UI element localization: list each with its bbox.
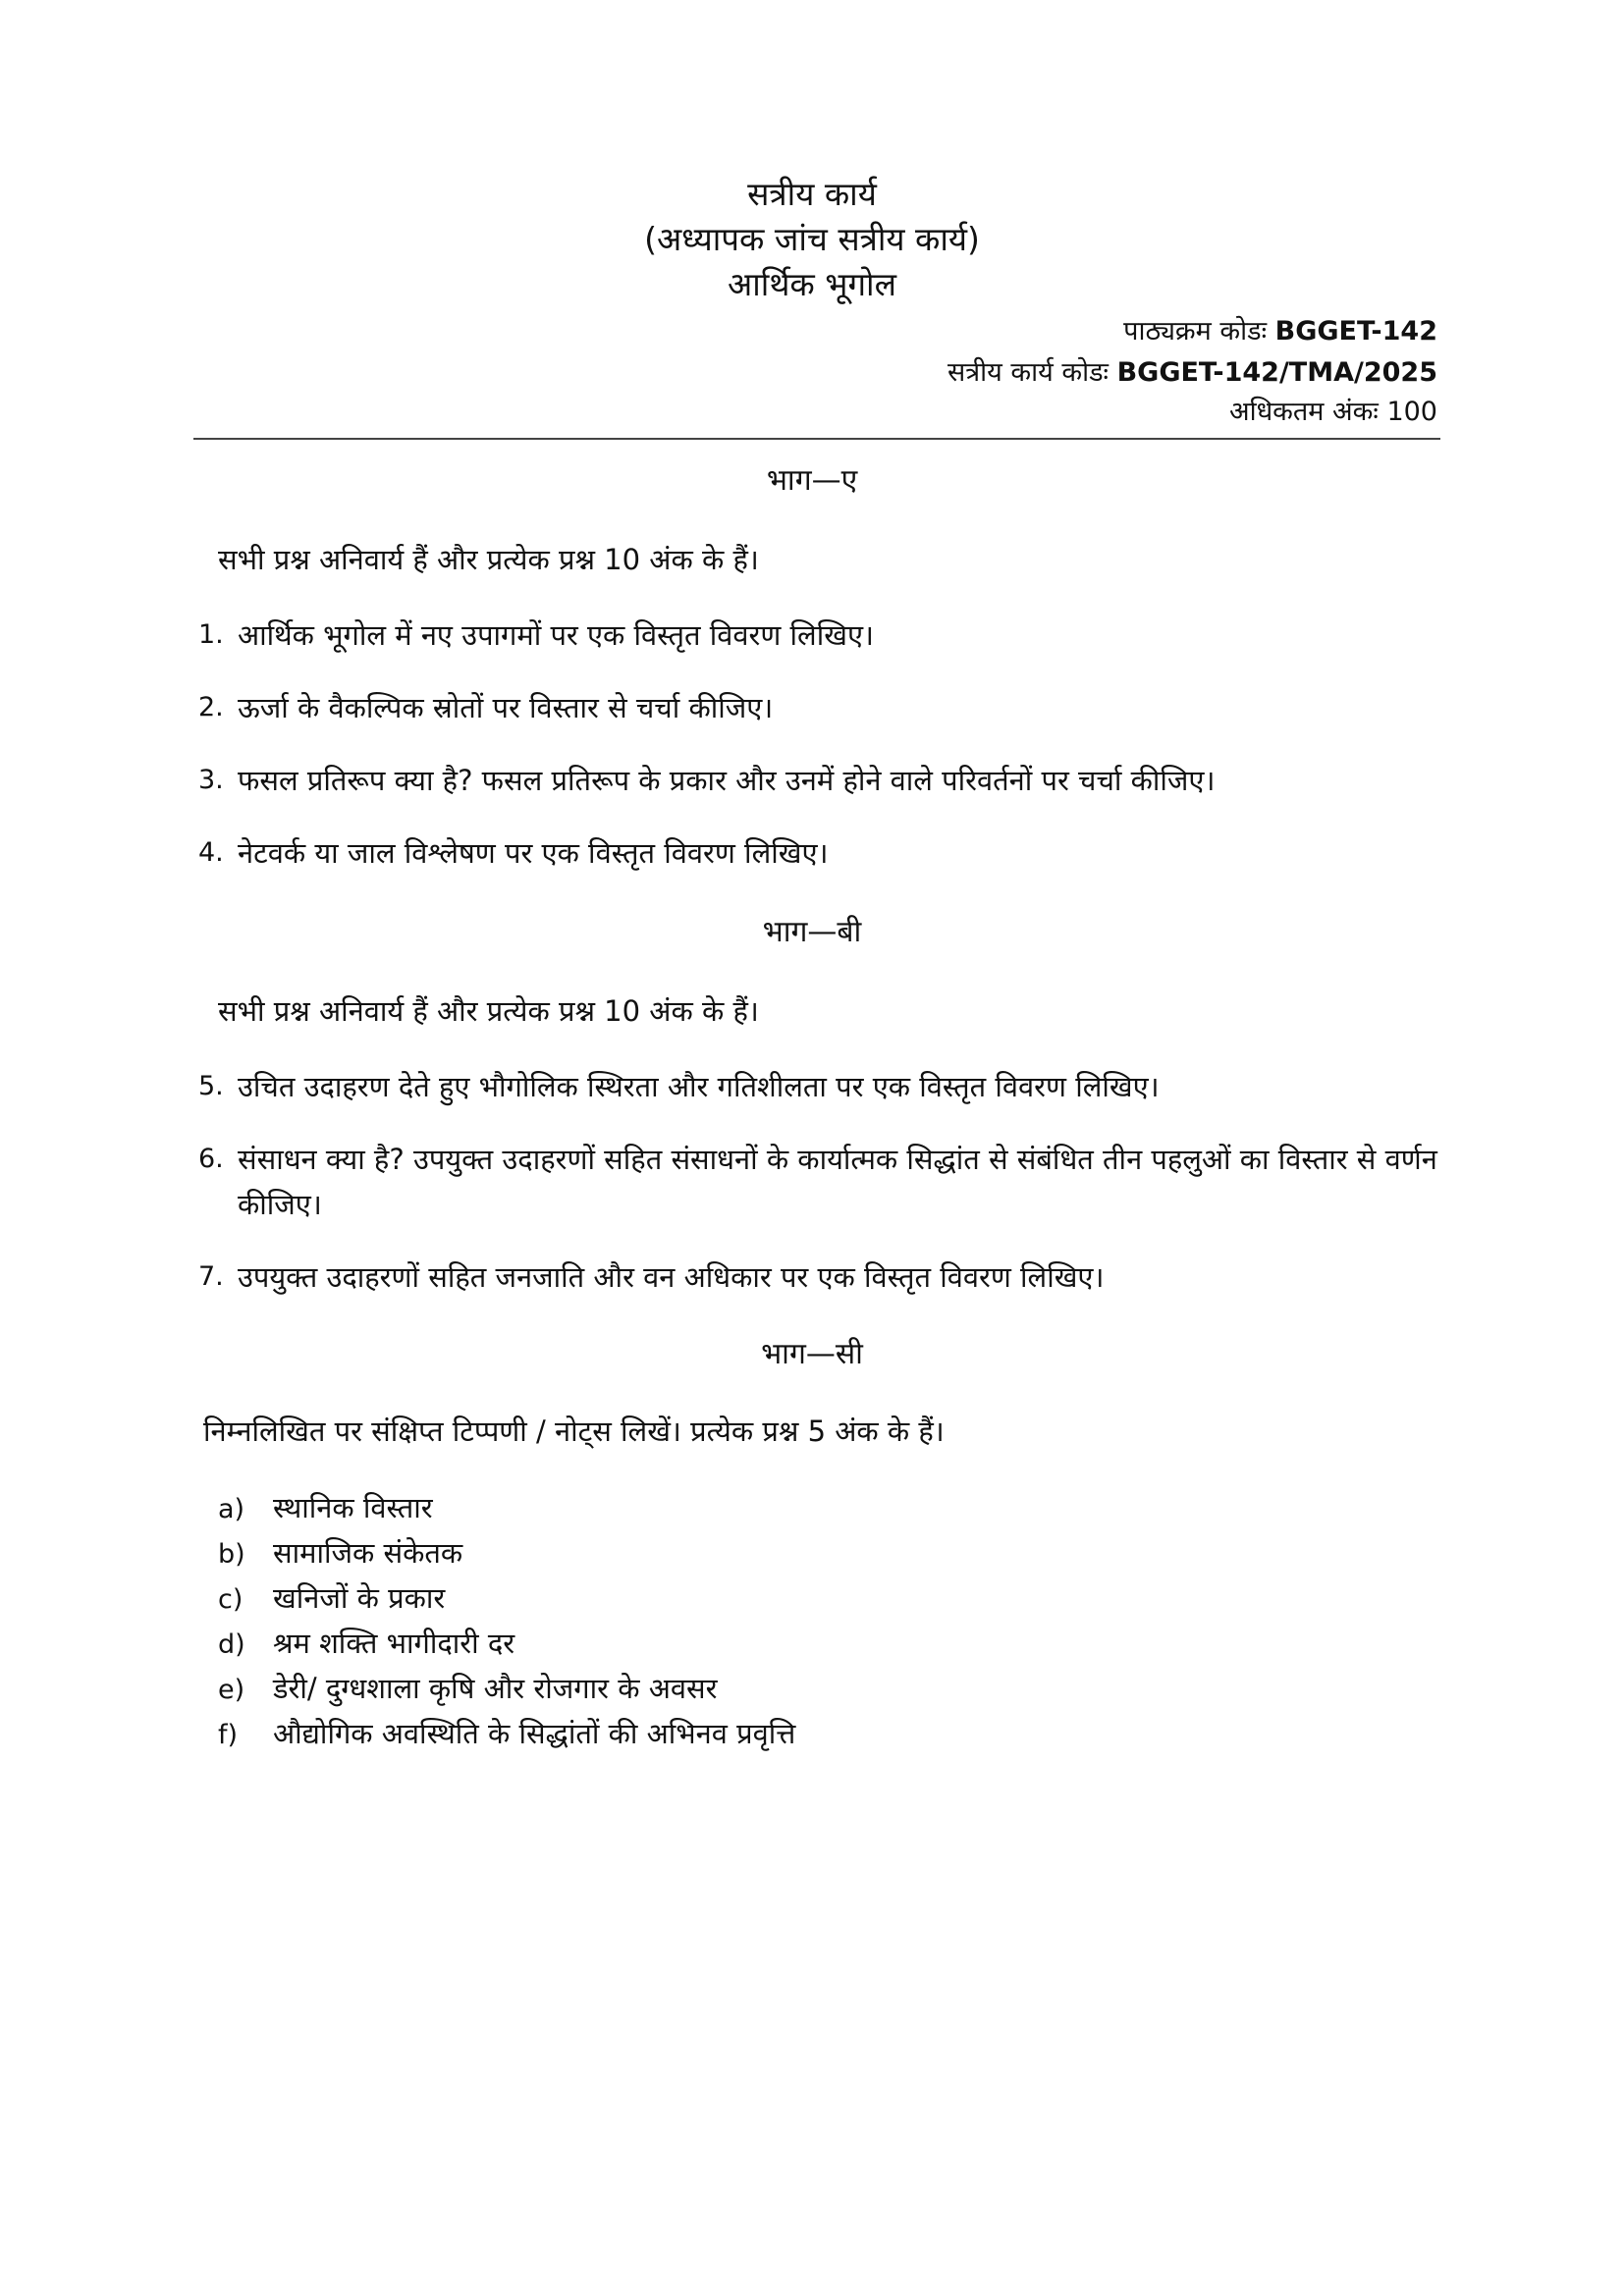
question-item: [198, 830, 1440, 876]
note-text: औद्योगिक अवस्थिति के सिद्धांतों की अभिनव प्रवृत्ति: [273, 1717, 796, 1750]
note-letter: a): [218, 1494, 245, 1524]
question-number: 1.: [198, 619, 224, 650]
question-text: उचित उदाहरण देते हुए भौगोलिक स्थिरता और गतिशीलता पर एक विस्तृत विवरण लिखिए।: [238, 1070, 1160, 1103]
question-number: 7.: [198, 1261, 224, 1292]
note-text: सामाजिक संकेतक: [273, 1536, 463, 1570]
question-number: 3.: [198, 765, 224, 795]
subject-title: आर्थिक भूगोल: [728, 265, 896, 303]
note-text: डेरी/ दुग्धशाला कृषि और रोजगार के अवसर: [273, 1672, 718, 1705]
question-text: आर्थिक भूगोल में नए उपागमों पर एक विस्तृत विवरण लिखिए।: [238, 618, 874, 652]
note-letter: e): [218, 1675, 245, 1705]
question-item: [198, 1255, 1440, 1300]
note-item: [218, 1578, 445, 1620]
question-number: 4.: [198, 837, 224, 868]
course-code-label: पाठ्यक्रम कोडः: [1123, 316, 1268, 347]
course-code-value: BGGET-142: [1274, 316, 1437, 347]
note-item: [218, 1624, 514, 1665]
section-b-instruction: सभी प्रश्न अनिवार्य हैं और प्रत्येक प्रश्न 10 अंक के हैं।: [218, 994, 759, 1028]
note-letter: c): [218, 1584, 244, 1615]
section-b-heading: भाग—बी: [762, 915, 862, 949]
section-a-instruction: सभी प्रश्न अनिवार्य हैं और प्रत्येक प्रश्न 10 अंक के हैं।: [218, 543, 759, 576]
max-marks: [1229, 395, 1437, 430]
page-subtitle: (अध्यापक जांच सत्रीय कार्य): [644, 220, 980, 258]
question-text: संसाधन क्या है? उपयुक्त उदाहरणों सहित संसाधनों के कार्यात्मक सिद्धांत से संबंधित तीन पहलुओं का विस्तार से वर्णन कीजिए।: [238, 1143, 1437, 1221]
question-item: [198, 613, 1440, 658]
section-c-instruction: निम्नलिखित पर संक्षिप्त टिप्पणी / नोट्स लिखें। प्रत्येक प्रश्न 5 अंक के हैं।: [203, 1415, 945, 1448]
note-item: [218, 1669, 717, 1710]
course-code: [1123, 314, 1437, 349]
question-item: [198, 1064, 1440, 1109]
question-number: 6.: [198, 1144, 224, 1174]
section-a-heading: भाग—ए: [766, 463, 858, 498]
question-item: [198, 1137, 1440, 1227]
note-letter: b): [218, 1539, 245, 1570]
question-item: [198, 758, 1440, 803]
note-text: खनिजों के प्रकार: [273, 1581, 446, 1615]
note-letter: d): [218, 1629, 245, 1660]
max-marks-value: 100: [1386, 397, 1437, 427]
page-title: सत्रीय कार्य: [747, 175, 877, 213]
question-number: 2.: [198, 692, 224, 722]
note-item: [218, 1488, 433, 1529]
question-text: नेटवर्क या जाल विश्लेषण पर एक विस्तृत विवरण लिखिए।: [238, 836, 829, 870]
question-text: उपयुक्त उदाहरणों सहित जनजाति और वन अधिकार पर एक विस्तृत विवरण लिखिए।: [238, 1260, 1105, 1294]
question-text: फसल प्रतिरूप क्या है? फसल प्रतिरूप के प्रकार और उनमें होने वाले परिवर्तनों पर चर्चा कीजिए।: [238, 764, 1216, 797]
section-c-heading: भाग—सी: [761, 1337, 863, 1371]
question-item: [198, 685, 1440, 730]
assignment-code-label: सत्रीय कार्य कोडः: [947, 357, 1109, 388]
note-item: [218, 1714, 795, 1755]
note-letter: f): [218, 1720, 239, 1750]
question-number: 5.: [198, 1071, 224, 1101]
note-text: स्थानिक विस्तार: [273, 1491, 433, 1524]
assignment-code-value: BGGET-142/TMA/2025: [1116, 357, 1437, 388]
question-text: ऊर्जा के वैकल्पिक स्रोतों पर विस्तार से चर्चा कीजिए।: [238, 691, 774, 724]
header-divider: [193, 438, 1440, 440]
note-text: श्रम शक्ति भागीदारी दर: [273, 1627, 515, 1660]
assignment-code: [947, 355, 1437, 391]
note-item: [218, 1533, 462, 1575]
max-marks-label: अधिकतम अंकः: [1228, 397, 1379, 427]
